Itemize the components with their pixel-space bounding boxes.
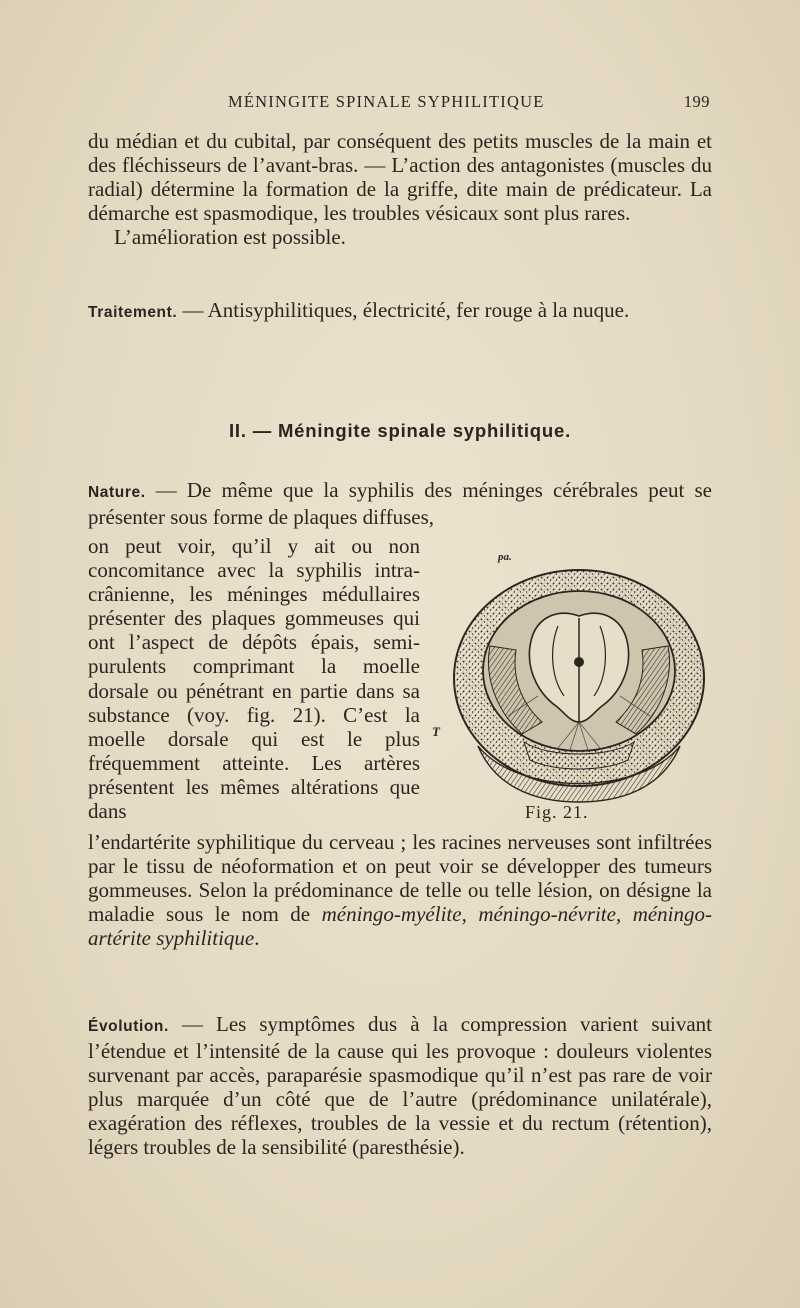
treatment-lead: Traitement.	[88, 304, 178, 321]
spinal-cord-figure	[432, 546, 720, 828]
separator: ,	[461, 902, 479, 927]
evolution-paragraph	[88, 1012, 712, 1160]
nature-paragraph-bottom	[88, 830, 712, 950]
paragraph-text-second: L’amélioration est possible.	[114, 225, 346, 250]
nature-text-top: — De même que la syphilis des méninges cérébrales peut se présenter sous forme de plaques diffuses,	[88, 478, 712, 530]
running-head	[90, 90, 710, 116]
evolution-lead: Évolution.	[88, 1018, 169, 1035]
label-pm: pa.	[498, 551, 512, 563]
separator: ,	[615, 902, 633, 927]
paragraph-text: du médian et du cubital, par conséquent des petits muscles de la main et des fléchisseurs de l’avant-bras. — L’action des antagonistes (muscles du radial) détermine la formation de la griffe, dite main de prédicateur. La démarche est spasmodique, les troubles vésicaux sont plus rares.	[88, 129, 712, 226]
treatment-paragraph	[88, 298, 712, 325]
term-meningo-nevrite: méningo-névrite	[478, 902, 616, 927]
paragraph-continuation	[88, 129, 712, 249]
treatment-text: — Antisyphilitiques, électricité, fer rouge à la nuque.	[177, 298, 630, 322]
running-head-title: MÉNINGITE SPINALE SYPHILITIQUE	[228, 92, 545, 111]
figure-caption: Fig. 21.	[525, 802, 589, 822]
period: .	[254, 926, 260, 951]
spinal-cord-cross-section-illustration	[432, 546, 720, 828]
nature-paragraph-top	[88, 478, 712, 529]
section-heading: II. — Méningite spinale syphilitique.	[228, 420, 572, 441]
nature-text-bottom: l’endartérite syphilitique du cerveau ; les racines nerveuses sont infiltrées par le tissu de néoformation et on peut voir se développer des tumeurs gommeuses. Selon la prédominance de telle ou telle lésion, on désigne la maladie sous le nom de	[88, 830, 712, 927]
label-t: T	[432, 724, 440, 739]
evolution-text: — Les symptômes dus à la compression varient suivant l’étendue et l’intensité de la cause qui les provoque : douleurs violentes survenant par accès, paraparésie spasmodique qu’il n’est pas rare de voir plus marquée d’un côté que de l’autre (prédominance unilatérale), exagération des réflexes, troubles de la vessie et du rectum (rétention), légers troubles de la sensibilité (paresthésie).	[88, 1012, 712, 1160]
page-number: 199	[683, 92, 710, 111]
central-canal	[574, 657, 584, 667]
nature-paragraph-wrapped: on peut voir, qu’il y ait ou non concomitance avec la syphilis intra-crânienne, les méninges médullaires présenter des plaques gommeuses qui ont l’aspect de dépôts épais, semi-purulents comprimant la moelle dorsale ou pénétrant en partie dans sa substance (voy. fig. 21). C’est la moelle dorsale qui est le plus fréquemment atteinte. Les artères présentent les mêmes altérations que dans	[88, 534, 420, 824]
term-meningo-myelite: méningo-myélite	[321, 902, 462, 927]
nature-lead: Nature.	[88, 484, 146, 501]
term-meningo-arterite: méningo-artérite syphilitique	[88, 902, 713, 951]
